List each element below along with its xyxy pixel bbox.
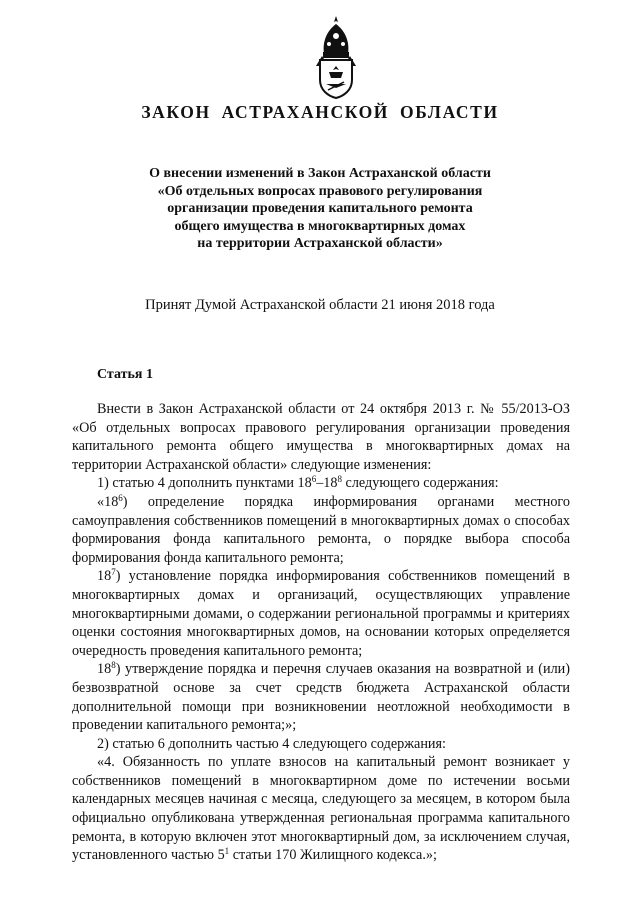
subtitle-line: общего имущества в многоквартирных домах <box>174 218 466 234</box>
paragraph-item-1: 1) статью 4 дополнить пунктами $18^6-18^8$ следующего содержания: <box>97 474 499 492</box>
paragraph-part-4: «4. Обязанность по уплате взносов на капитальный ремонт возникает у собственников помещений в многоквартирном доме по истечении восьми календарных месяцев начиная с месяца, следующего за месяцем, в котором была официально опубликована утвержденная региональная программа капитального ремонта, в которую включен этот многоквартирный дом, за исключением случая, установленного частью $5^1$ статьи 170 Жилищного кодекса.»; <box>72 754 570 864</box>
law-subtitle <box>120 165 520 253</box>
article-body <box>72 400 570 865</box>
paragraph-18-8: $18^8$) утверждение порядка и перечня случаев оказания на возвратной и (или) безвозвратной основе за счет средств бюджета Астраханской области дополнительной помощи при возникновении неотложной необходимости в проведении капитального ремонта;»; <box>72 660 570 734</box>
subtitle-line: О внесении изменений в Закон Астраханской области <box>149 166 491 181</box>
article-heading: Статья 1 <box>97 367 153 382</box>
subtitle-line: на территории Астраханской области» <box>197 236 443 252</box>
paragraph-item-2: 2) статью 6 дополнить частью 4 следующего содержания: <box>97 735 446 752</box>
subtitle-line: организации проведения капитального ремонта <box>167 201 473 217</box>
paragraph-intro: Внести в Закон Астраханской области от 24 октября 2013 г. № 55/2013-ОЗ «Об отдельных вопросах правового регулирования организации проведения капитального ремонта общего имущества в многоквартирных домах на территории Астраханской области» следующие изменения: <box>72 401 570 473</box>
adoption-note: Принят Думой Астраханской области 21 июня 2018 года <box>145 297 495 313</box>
paragraph-18-6: «$18^6$) определение порядка информирования органами местного самоуправления собственников помещений в многоквартирных домах о способах формирования фонда капитального ремонта, о порядке выбора способа формирования фонда капитального ремонта; <box>72 492 570 566</box>
paragraph-18-7: $18^7$) установление порядка информирования собственников помещений в многоквартирных домах и организаций, осуществляющих управление многоквартирными домами, о содержании региональной программы и критериях оценки состояния многоквартирных домов, на основании которых определяется очередность проведения капитального ремонта; <box>72 567 570 659</box>
law-title: ЗАКОН АСТРАХАНСКОЙ ОБЛАСТИ <box>141 102 499 122</box>
coat-of-arms-icon <box>312 14 360 100</box>
subtitle-line: «Об отдельных вопросах правового регулирования <box>157 183 483 199</box>
